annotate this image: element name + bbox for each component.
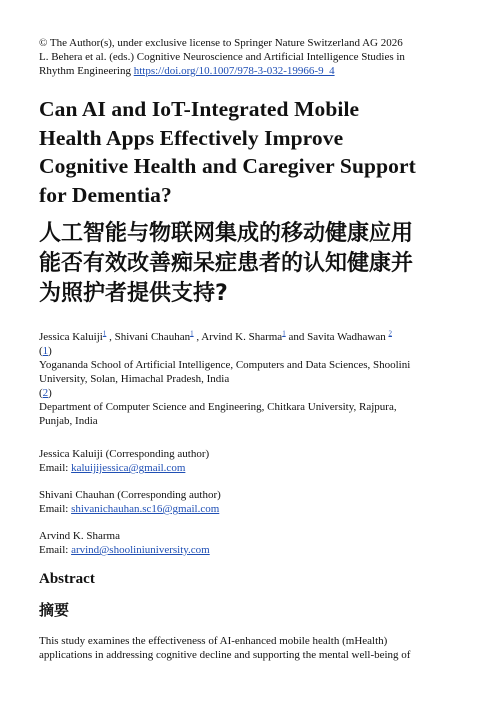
contact-entry <box>39 529 469 557</box>
contact-email-line <box>39 461 469 475</box>
chapter-title-english <box>39 95 469 209</box>
chapter-title-chinese <box>39 219 469 309</box>
abstract-line: applications in addressing cognitive decline and supporting the mental well-being of <box>39 649 411 661</box>
author-name: Jessica Kaluiji <box>39 331 103 343</box>
affiliation-marker-link[interactable]: 1 <box>42 345 49 357</box>
abstract-heading: Abstract <box>39 571 95 587</box>
affiliation-text: Department of Computer Science and Engineering, Chitkara University, Rajpura, <box>39 401 397 413</box>
affiliation-text: Punjab, India <box>39 415 98 427</box>
contact-name: Arvind K. Sharma <box>39 530 120 542</box>
abstract-body <box>39 634 469 662</box>
author-name: , Shivani Chauhan <box>106 331 191 343</box>
title-line: 能否有效改善痴呆症患者的认知健康并 <box>39 251 414 276</box>
author-name: and Savita Wadhawan <box>285 331 389 343</box>
title-line: Can AI and IoT-Integrated Mobile <box>39 97 360 121</box>
title-line: 人工智能与物联网集成的移动健康应用 <box>39 221 414 246</box>
email-link[interactable]: shivanichauhan.sc16@gmail.com <box>71 503 220 515</box>
email-label: Email: <box>39 462 72 474</box>
affiliation-ref-link[interactable]: 1 <box>102 329 107 338</box>
book-citation-line <box>39 64 469 78</box>
author-list <box>39 331 469 344</box>
email-link[interactable]: arvind@shooliniuniversity.com <box>71 544 210 556</box>
contact-email-line <box>39 502 469 516</box>
copyright-line: © The Author(s), under exclusive license to Springer Nature Switzerland AG 2026 <box>39 37 403 49</box>
contact-name: Jessica Kaluiji (Corresponding author) <box>39 448 210 460</box>
abstract-heading-chinese: 摘要 <box>39 601 70 619</box>
contact-list <box>39 447 469 557</box>
email-link[interactable]: kaluijijessica@gmail.com <box>71 462 186 474</box>
affiliation-marker: (2) <box>39 387 52 399</box>
title-line: for Dementia? <box>39 182 172 207</box>
abstract-line: This study examines the effectiveness of AI-enhanced mobile health (mHealth) <box>39 635 388 647</box>
affiliation-ref-link[interactable]: 1 <box>190 329 194 338</box>
doi-link[interactable]: https://doi.org/10.1007/978-3-032-19966-9_4 <box>133 65 335 77</box>
copyright-notice <box>39 36 469 78</box>
contact-email-line <box>39 543 469 557</box>
contact-name: Shivani Chauhan (Corresponding author) <box>39 489 221 501</box>
affiliation-marker-link[interactable]: 2 <box>42 387 49 399</box>
title-line: 为照护者提供支持? <box>39 281 228 306</box>
affiliation-text: University, Solan, Himachal Pradesh, India <box>39 373 230 385</box>
affiliation-ref-link[interactable]: 2 <box>388 329 392 338</box>
book-series-text: Rhythm Engineering <box>39 65 134 77</box>
email-label: Email: <box>39 503 72 515</box>
book-citation-line: L. Behera et al. (eds.) Cognitive Neuroscience and Artificial Intelligence Studies in <box>39 51 405 63</box>
affiliation-marker: (1) <box>39 345 52 357</box>
affiliation-text: Yogananda School of Artificial Intelligence, Computers and Data Sciences, Shoolini <box>39 359 411 371</box>
affiliation-1 <box>39 344 469 386</box>
title-line: Cognitive Health and Caregiver Support <box>39 154 416 178</box>
affiliation-ref-link[interactable]: 1 <box>282 329 286 338</box>
paper-page <box>39 36 469 662</box>
contact-entry <box>39 447 469 475</box>
email-label: Email: <box>39 544 72 556</box>
affiliation-2 <box>39 386 469 428</box>
contact-entry <box>39 488 469 516</box>
title-line: Health Apps Effectively Improve <box>39 125 344 150</box>
author-name: , Arvind K. Sharma <box>193 331 283 343</box>
